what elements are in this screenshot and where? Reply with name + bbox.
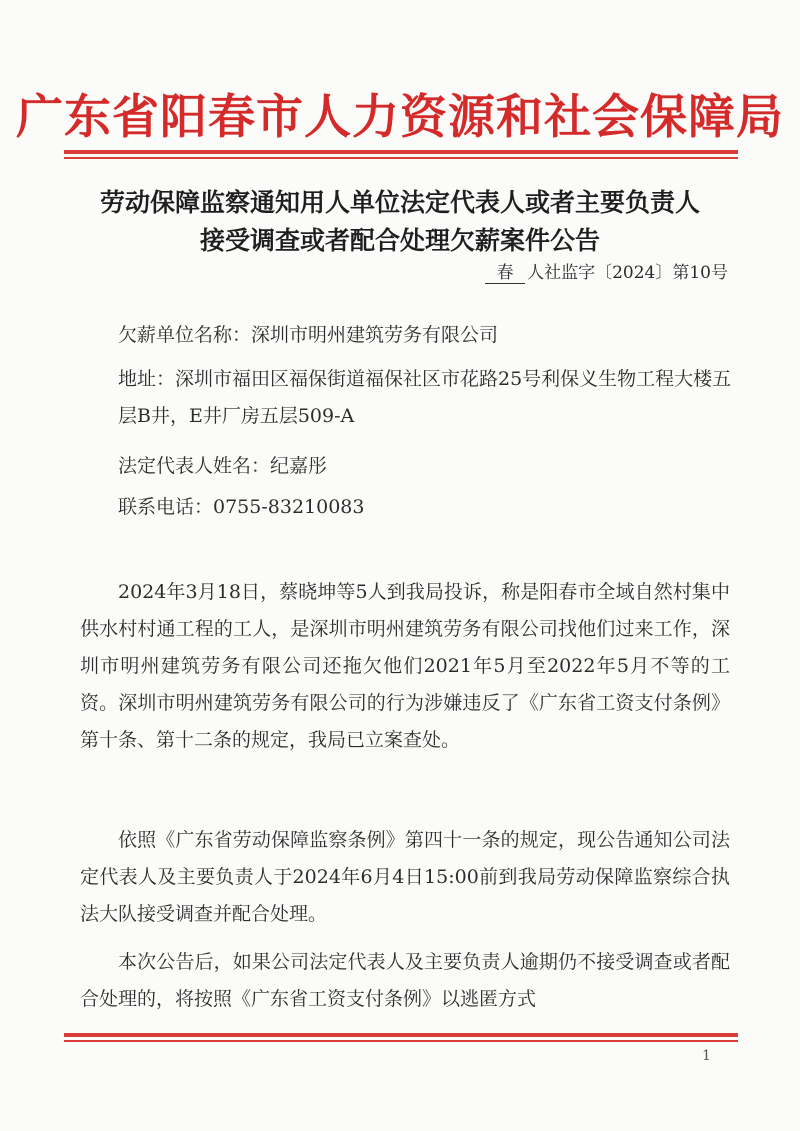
body-paragraph-1: 2024年3月18日，蔡晓坤等5人到我局投诉，称是阳春市全域自然村集中供水村村通工程的工人，是深圳市明州建筑劳务有限公司找他们过来工作，深圳市明州建筑劳务有限公司还拖欠他们2021年5月至2022年5月不等的工资。深圳市明州建筑劳务有限公司的行为涉嫌违反了《广东省工资支付条例》第十条、第十二条的规定，我局已立案查处。 <box>80 581 730 751</box>
header-rule-thin <box>64 157 738 159</box>
footer-rule-thin <box>64 1040 738 1042</box>
legal-representative: 法定代表人姓名：纪嘉彤 <box>118 455 328 477</box>
body-paragraph-2: 依照《广东省劳动保障监察条例》第四十一条的规定，现公告通知公司法定代表人及主要负责人于2024年6月4日15:00前到我局劳动保障监察综合执法大队接受调查并配合处理。 <box>80 829 730 925</box>
company-name: 欠薪单位名称：深圳市明州建筑劳务有限公司 <box>118 324 499 346</box>
document-number-rest: 人社监字〔2024〕第10号 <box>527 263 728 283</box>
contact-phone: 联系电话：0755-83210083 <box>118 496 365 518</box>
notice-title-line2: 接受调查或者配合处理欠薪案件公告 <box>199 226 600 255</box>
document-number <box>485 258 728 284</box>
notice-title-line1: 劳动保障监察通知用人单位法定代表人或者主要负责人 <box>99 188 700 217</box>
header-rule-thick <box>64 150 738 154</box>
page-number: 1 <box>702 1048 711 1064</box>
company-address: 地址：深圳市福田区福保街道福保社区市花路25号利保义生物工程大楼五层B井，E井厂房五层509-A <box>118 368 732 427</box>
organization-header: 广东省阳春市人力资源和社会保障局 <box>16 90 784 145</box>
body-paragraph-3: 本次公告后，如果公司法定代表人及主要负责人逾期仍不接受调查或者配合处理的，将按照《广东省工资支付条例》以逃匿方式 <box>80 951 730 1010</box>
document-number-prefix: 春 <box>485 258 525 284</box>
footer-rule-thick <box>64 1033 738 1037</box>
